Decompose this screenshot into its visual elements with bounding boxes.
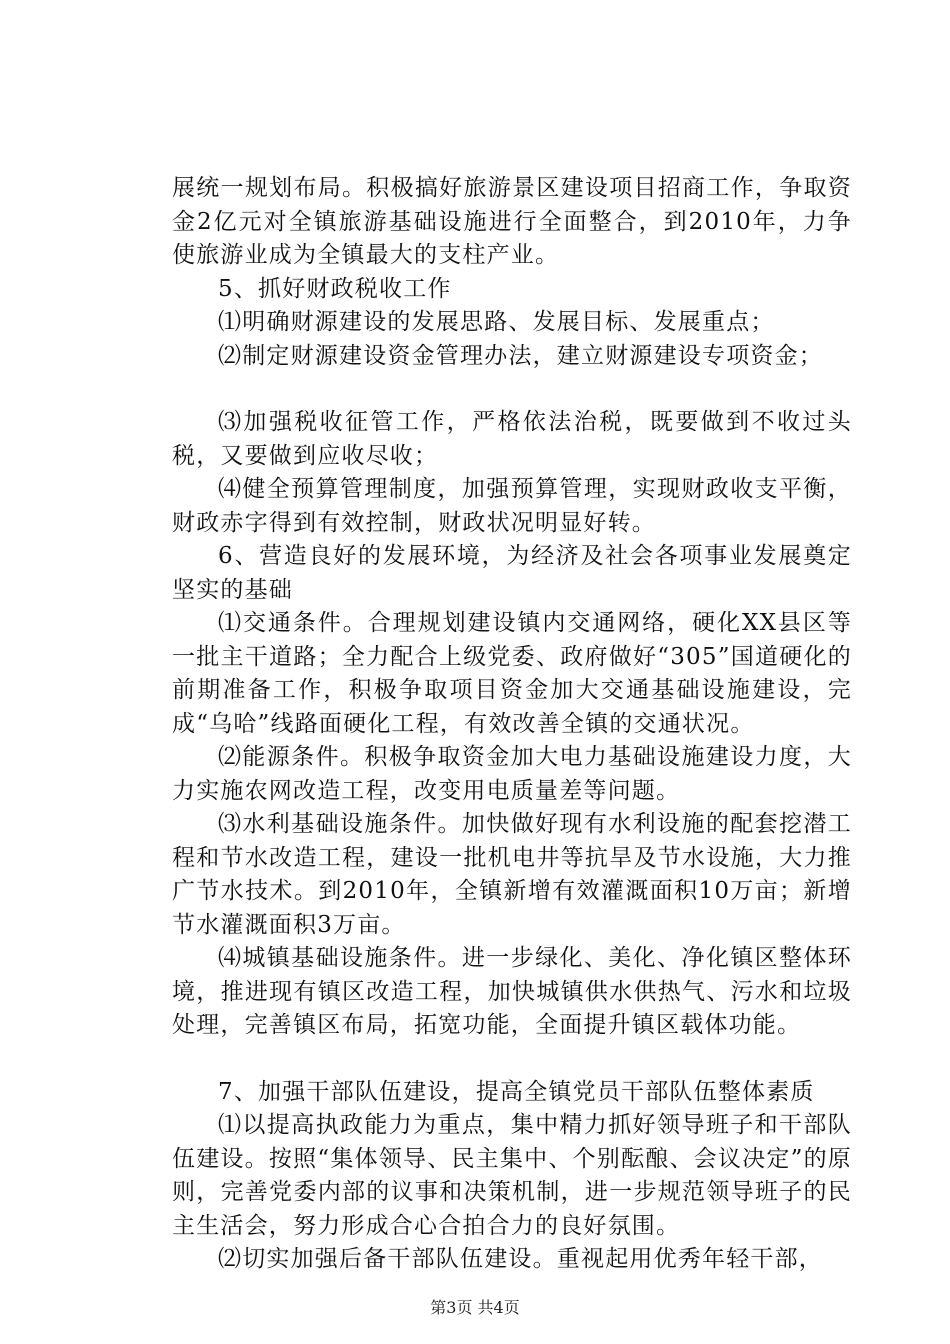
paragraph: ⑵制定财源建设资金管理办法，建立财源建设专项资金； — [218, 342, 823, 369]
paragraph: ⑷城镇基础设施条件。进一步绿化、美化、净化镇区整体环境，推进现有镇区改造工程，加快城镇供水供热气、污水和垃圾处理，完善镇区布局，拓宽功能，全面提升镇区载体功能。 — [172, 945, 852, 1038]
paragraph: ⑴明确财源建设的发展思路、发展目标、发展重点； — [218, 309, 775, 335]
paragraph: ⑶水利基础设施条件。加快做好现有水利设施的配套挖潜工程和节水改造工程，建设一批机电井等抗旱及节水设施，大力推广节水技术。到2010年，全镇新增有效灌溉面积10万亩；新增节水灌溉面积3万亩。 — [172, 811, 852, 938]
section-heading: 6、营造良好的发展环境，为经济及社会各项事业发展奠定坚实的基础 — [172, 543, 852, 603]
document-body — [172, 172, 852, 1277]
section-heading: 7、加强干部队伍建设，提高全镇党员干部队伍整体素质 — [218, 1078, 815, 1105]
paragraph: ⑴以提高执政能力为重点，集中精力抓好领导班子和干部队伍建设。按照“集体领导、民主集中、个别酝酿、会议决定”的原则，完善党委内部的议事和决策机制，进一步规范领导班子的民主生活会，努力形成合心合拍合力的良好氛围。 — [172, 1112, 852, 1239]
section-heading: 5、抓好财政税收工作 — [218, 275, 452, 302]
paragraph: ⑶加强税收征管工作，严格依法治税，既要做到不收过头税，又要做到应收尽收； — [172, 409, 852, 469]
paragraph: ⑷健全预算管理制度，加强预算管理，实现财政收支平衡，财政赤字得到有效控制，财政状况明显好转。 — [172, 476, 852, 536]
paragraph: 展统一规划布局。积极搞好旅游景区建设项目招商工作，争取资金2亿元对全镇旅游基础设施进行全面整合，到2010年，力争使旅游业成为全镇最大的支柱产业。 — [172, 175, 852, 268]
paragraph: ⑴交通条件。合理规划建设镇内交通网络，硬化XX县区等一批主干道路；全力配合上级党委、政府做好“305”国道硬化的前期准备工作，积极争取项目资金加大交通基础设施建设，完成“乌哈”线路面硬化工程，有效改善全镇的交通状况。 — [172, 610, 852, 737]
paragraph: ⑵能源条件。积极争取资金加大电力基础设施建设力度，大力实施农网改造工程，改变用电质量差等问题。 — [172, 744, 852, 804]
page-number-footer: 第3页 共4页 — [430, 1298, 520, 1317]
paragraph: ⑵切实加强后备干部队伍建设。重视起用优秀年轻干部， — [218, 1246, 823, 1272]
